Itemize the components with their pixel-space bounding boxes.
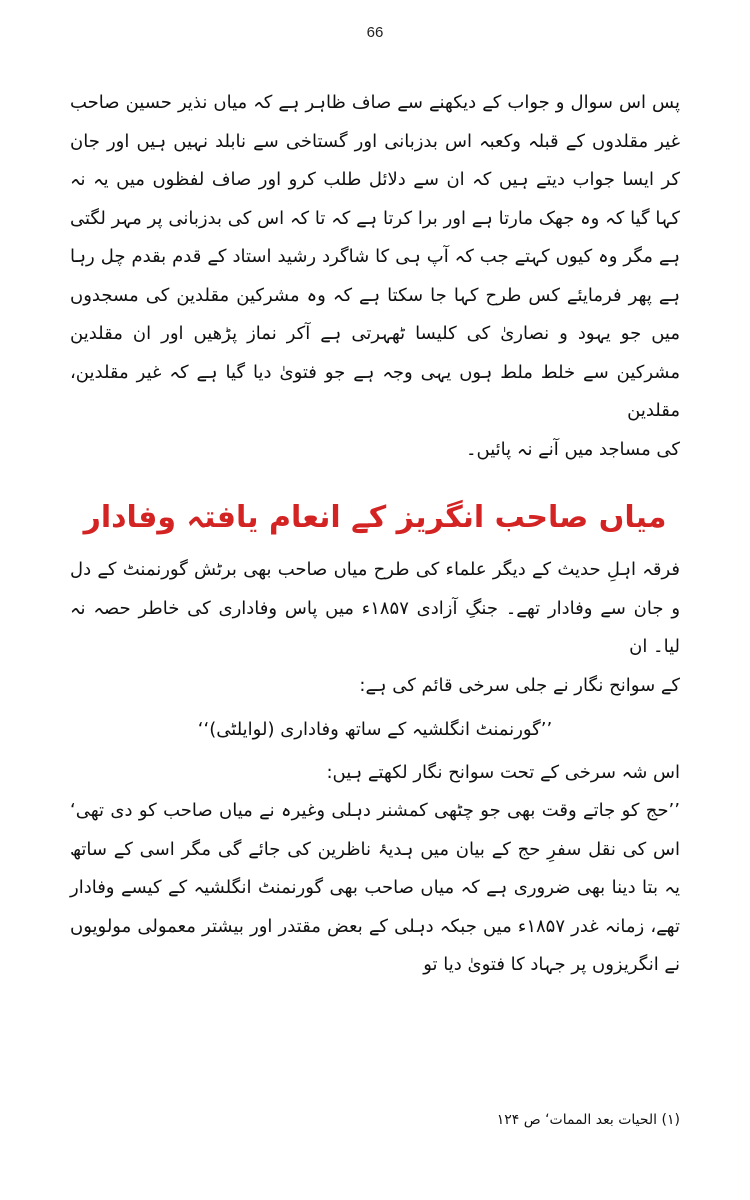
page-number: 66 bbox=[366, 24, 384, 41]
footnote: (۱) الحیات بعد الممات‘ ص ۱۲۴ bbox=[496, 1112, 680, 1128]
quote-intro-line: اس شہ سرخی کے تحت سوانح نگار لکھتے ہیں: bbox=[326, 761, 680, 783]
page-body bbox=[70, 84, 680, 985]
section-heading: میاں صاحب انگریز کے انعام یافتہ وفادار bbox=[83, 500, 667, 535]
quoted-title: ’’گورنمنٹ انگلشیہ کے ساتھ وفاداری (لوایلٹی)‘‘ bbox=[197, 719, 553, 740]
paragraph-2-last-line: کے سوانح نگار نے جلی سرخی قائم کی ہے: bbox=[359, 674, 680, 696]
paragraph-2: فرقہ اہلِ حدیث کے دیگر علماء کی طرح میاں صاحب بھی برٹش گورنمنٹ کے دل و جان سے وفادار تھے۔ جنگِ آزادی ۱۸۵۷ء میں پاس وفاداری کی خاطر حصہ نہ لیا۔ ان bbox=[70, 559, 681, 657]
paragraph-1: پس اس سوال و جواب کے دیکھنے سے صاف ظاہر ہے کہ میاں نذیر حسین صاحب غیر مقلدوں کے قبلہ وکعبہ اس بدزبانی اور گستاخی سے نابلد نہیں ہیں اور جان کر ایسا جواب دیتے ہیں کہ ان سے دلائل طلب کرو اور صاف لفظوں میں یہ نہ کہا گیا کہ وہ جھک مارتا ہے اور برا کرتا ہے کہ تا کہ اس کی بدزبانی پر مہر لگتی ہے مگر وہ کیوں کہتے جب کہ آپ ہی کا شاگرد رشید استاد کے قدم بقدم چل رہا ہے پھر فرمایئے کس طرح کہا جا سکتا ہے کہ وہ مشرکین مقلدین کی مسجدوں میں جو یہود و نصاریٰ کی کلیسا ٹھہرتی ہے آکر نماز پڑھیں اور ان مقلدین مشرکین سے خلط ملط ہوں یہی وجہ ہے جو فتویٰ دیا گیا ہے کہ غیر مقلدین، مقلدین bbox=[70, 92, 680, 421]
paragraph-1-last-line: کی مساجد میں آنے نہ پائیں۔ bbox=[465, 438, 680, 460]
paragraph-3: ’’حج کو جاتے وقت بھی جو چٹھی کمشنر دہلی وغیرہ نے میاں صاحب کو دی تھی‘ اس کی نقل سفرِ حج کے بیان میں ہدیۂ ناظرین کی جائے گی مگر اسی کے ساتھ یہ بتا دینا بھی ضروری ہے کہ میاں صاحب بھی گورنمنٹ انگلشیہ کے کیسے وفادار تھے، زمانہ غدر ۱۸۵۷ء میں جبکہ دہلی کے بعض مقتدر اور بیشتر معمولی مولویوں نے انگریزوں پر جہاد کا فتویٰ دیا تو bbox=[70, 800, 680, 975]
